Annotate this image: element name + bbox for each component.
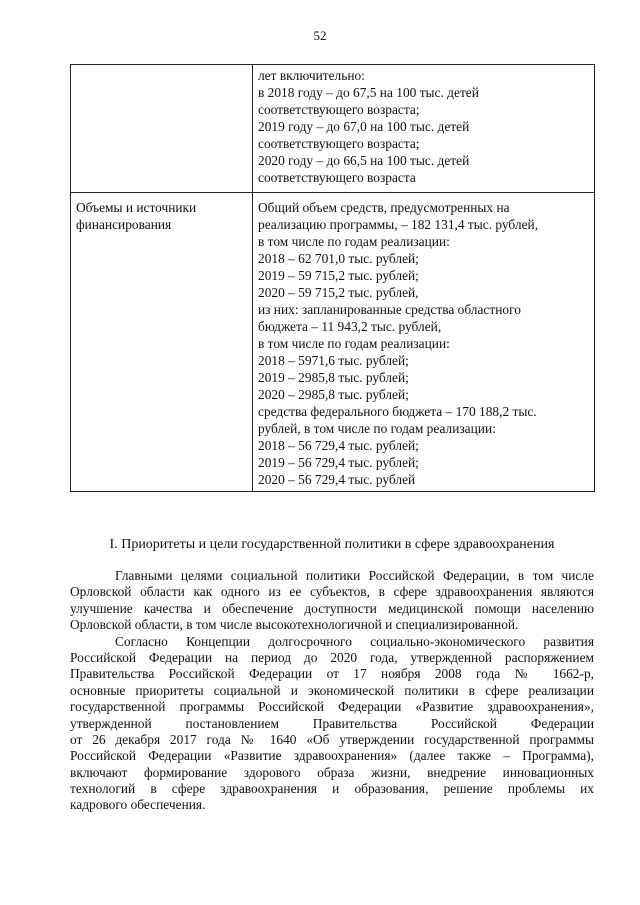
text-line: 2018 – 56 729,4 тыс. рублей; (258, 438, 419, 453)
text-line: основные приоритеты социальной и экономической политики в сфере реализации (70, 682, 594, 698)
text-line: улучшение качества и обеспечение доступности медицинской помощи населению (70, 600, 594, 616)
table-cell-label-empty (71, 65, 253, 193)
text-line: 2019 году – до 67,0 на 100 тыс. детей (258, 119, 470, 134)
text-line: от 26 декабря 2017 года № 1640 «Об утверждении государственной программы (70, 731, 594, 747)
text-line: Орловской области, в том числе высокотехнологичной и специализированной. (70, 617, 519, 633)
text-line: финансирования (76, 217, 172, 232)
section-heading: I. Приоритеты и цели государственной политики в сфере здравоохранения (109, 537, 555, 552)
text-line: 2020 году – до 66,5 на 100 тыс. детей (258, 153, 470, 168)
text-line: Российской Федерации на период до 2020 года, утвержденной распоряжением (70, 649, 594, 665)
body-text (70, 568, 594, 814)
text-line: бюджета – 11 943,2 тыс. рублей, (258, 319, 442, 334)
text-line: 2019 – 59 715,2 тыс. рублей; (258, 268, 419, 283)
table-cell-financing-text (253, 193, 595, 492)
text-line: Российской Федерации «Развитие здравоохранения» (далее также – Программа), (70, 748, 594, 764)
text-line: включают формирование здорового образа жизни, внедрение инновационных (70, 764, 594, 780)
text-line: 2019 – 56 729,4 тыс. рублей; (258, 455, 419, 470)
text-line: Правительства Российской Федерации от 17 ноября 2008 года № 1662-р, (70, 666, 594, 682)
text-line: Объемы и источники (76, 200, 197, 215)
page-number: 52 (313, 28, 327, 43)
text-line: утвержденной постановлением Правительства Российской Федерации (70, 715, 594, 731)
text-line: рублей, в том числе по годам реализации: (258, 421, 496, 436)
text-line: Общий объем средств, предусмотренных на (258, 200, 510, 215)
text-line: в 2018 году – до 67,5 на 100 тыс. детей (258, 85, 479, 100)
text-line: 2020 – 59 715,2 тыс. рублей, (258, 285, 419, 300)
text-line: 2020 – 56 729,4 тыс. рублей (258, 472, 416, 487)
text-line: Орловской области как одного из ее субъектов, в сфере здравоохранения являются (70, 584, 594, 600)
text-line: Главными целями социальной политики Российской Федерации, в том числе (115, 568, 594, 583)
text-line: 2019 – 2985,8 тыс. рублей; (258, 370, 409, 385)
paragraph-goals (70, 568, 594, 634)
paragraph-concept (70, 634, 594, 814)
text-line: в том числе по годам реализации: (258, 336, 450, 351)
table-row-financing (71, 193, 595, 492)
table-cell-financing-label (71, 193, 253, 492)
text-line: кадрового обеспечения. (70, 797, 206, 813)
program-passport-table (70, 64, 595, 492)
text-line: средства федерального бюджета – 170 188,2 тыс. (258, 404, 537, 419)
text-line: государственной программы Российской Федерации «Развитие здравоохранения», (70, 699, 594, 715)
text-line: соответствующего возраста; (258, 102, 420, 117)
table-row-targets-continued (71, 65, 595, 193)
text-line: соответствующего возраста (258, 170, 416, 185)
text-line: технологий в сфере здравоохранения и образования, решение проблемы их (70, 781, 594, 797)
text-line: из них: запланированные средства областного (258, 302, 521, 317)
text-line: 2018 – 62 701,0 тыс. рублей; (258, 251, 419, 266)
text-line: в том числе по годам реализации: (258, 234, 450, 249)
text-line: соответствующего возраста; (258, 136, 420, 151)
text-line: Согласно Концепции долгосрочного социально-экономического развития (115, 633, 594, 649)
text-line: лет включительно: (258, 68, 365, 83)
table-cell-targets-text (253, 65, 595, 193)
text-line: 2018 – 5971,6 тыс. рублей; (258, 353, 409, 368)
text-line: реализацию программы, – 182 131,4 тыс. рублей, (258, 217, 539, 232)
text-line: 2020 – 2985,8 тыс. рублей; (258, 387, 409, 402)
